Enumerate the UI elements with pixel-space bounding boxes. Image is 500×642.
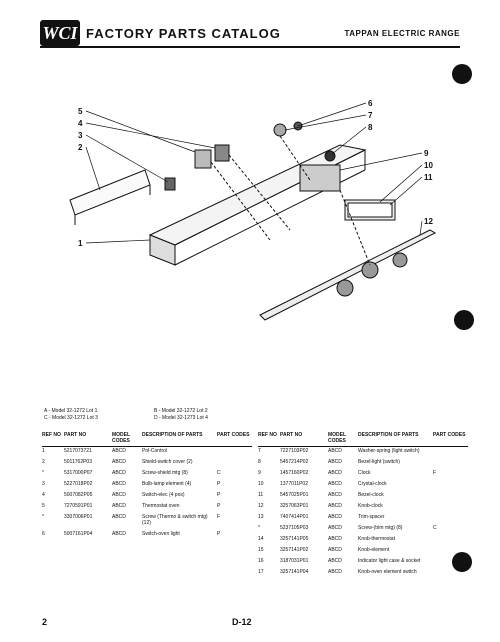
- cell-part: 5007161P04: [64, 531, 93, 537]
- cell-code: [433, 455, 468, 466]
- table-row: [42, 488, 252, 499]
- cell-model: ABCD: [328, 448, 342, 454]
- col-ref-no: REF NO: [258, 430, 280, 447]
- cell-desc: Knob-element: [358, 547, 390, 553]
- cell-model: ABCD: [328, 492, 342, 498]
- light-bezel: [274, 124, 286, 136]
- cell-desc: Thermostat oven: [142, 503, 180, 509]
- cell-model: ABCD: [328, 481, 342, 487]
- cell-model: ABCD: [328, 503, 342, 509]
- cell-part: 7407414P01: [280, 514, 309, 520]
- cell-code: C: [433, 525, 437, 531]
- crystal-clock: [348, 203, 392, 217]
- cell-desc: Washer-spring (light switch): [358, 448, 420, 454]
- cell-part: 3307006P01: [64, 514, 93, 520]
- cell-ref: 15: [258, 547, 264, 553]
- cell-desc: Knob-oven element switch: [358, 569, 417, 575]
- cell-part: 3257141P02: [280, 547, 309, 553]
- punch-hole-top: [452, 64, 472, 84]
- cell-desc: Knob-clock: [358, 503, 383, 509]
- table-row: [42, 499, 252, 510]
- table-row: [258, 499, 468, 510]
- wci-logo: WCI: [40, 20, 80, 46]
- table-row: [258, 532, 468, 543]
- cell-part: 5011762P03: [64, 459, 92, 465]
- cell-part: 3187031P01: [280, 558, 309, 564]
- cell-ref: *: [42, 514, 44, 520]
- parts-table-area: [42, 430, 466, 600]
- catalog-title: FACTORY PARTS CATALOG: [86, 26, 281, 41]
- table-row: [258, 521, 468, 532]
- cell-code: P: [217, 531, 221, 537]
- cell-model: ABCD: [328, 569, 342, 575]
- cell-code: [217, 447, 252, 456]
- table-row: [258, 455, 468, 466]
- cell-ref: *: [258, 525, 260, 531]
- trim-spacer: [260, 230, 435, 320]
- callout-5: 5: [78, 107, 83, 116]
- cell-ref: 2: [42, 459, 45, 465]
- col-part-codes: PART CODES: [433, 430, 468, 447]
- table-row: [42, 510, 252, 527]
- cell-model: ABCD: [328, 536, 342, 542]
- cell-model: ABCD: [112, 531, 126, 537]
- cell-model: ABCD: [328, 558, 342, 564]
- cell-code: [433, 499, 468, 510]
- col-ref-no: REF NO: [42, 430, 64, 447]
- col-description: DESCRIPTION OF PARTS: [142, 430, 217, 447]
- table-row: [258, 554, 468, 565]
- cell-model: ABCD: [328, 514, 342, 520]
- catalog-header: [40, 18, 460, 48]
- cell-part: 5007082P05: [64, 492, 93, 498]
- cell-desc: Screw-shield mtg (8): [142, 470, 188, 476]
- table-row: [258, 565, 468, 576]
- cell-ref: 10: [258, 481, 264, 487]
- cell-code: [433, 554, 468, 565]
- cell-ref: 12: [258, 503, 264, 509]
- cell-model: ABCD: [112, 448, 126, 454]
- cell-code: F: [217, 514, 221, 520]
- cell-ref: *: [42, 470, 44, 476]
- diagram-svg: [40, 90, 460, 330]
- cell-code: [433, 543, 468, 554]
- col-model-codes: MODEL CODES: [328, 430, 358, 447]
- cell-model: ABCD: [112, 492, 126, 498]
- cell-part: 3257063P01: [280, 503, 309, 509]
- cell-code: [217, 455, 252, 466]
- knob-element: [393, 253, 407, 267]
- cell-code: P: [217, 503, 221, 509]
- cell-desc: Crystal-clock: [358, 481, 387, 487]
- lamp-bulb: [165, 178, 175, 190]
- cell-code: P: [217, 492, 221, 498]
- knob-oven: [337, 280, 353, 296]
- cell-part: 3257141P04: [280, 569, 309, 575]
- table-row: [42, 527, 252, 538]
- cell-desc: Pnl-Control: [142, 448, 168, 454]
- cell-code: [433, 447, 468, 456]
- cell-ref: 3: [42, 481, 45, 487]
- table-row: [42, 466, 252, 477]
- callout-2: 2: [78, 143, 83, 152]
- cell-desc: Bulb-lamp element (4): [142, 481, 192, 487]
- col-description: DESCRIPTION OF PARTS: [358, 430, 433, 447]
- parts-table-right: [258, 430, 468, 600]
- cell-code: [433, 565, 468, 576]
- cell-part: 5227018P02: [64, 481, 93, 487]
- cell-desc: Indicator light case & socket: [358, 558, 421, 564]
- switch: [215, 145, 229, 161]
- cell-desc: Screw (Thermo & switch mtg) (12): [142, 514, 208, 526]
- callout-4: 4: [78, 119, 83, 128]
- cell-part: 1377011P02: [280, 481, 308, 487]
- table-row: [42, 477, 252, 488]
- cell-code: [433, 477, 468, 488]
- cell-model: ABCD: [328, 547, 342, 553]
- cell-desc: Knob-thermostat: [358, 536, 395, 542]
- cell-model: ABCD: [112, 514, 126, 520]
- cell-model: ABCD: [112, 503, 126, 509]
- cell-desc: Shield-switch cover (2): [142, 459, 193, 465]
- cell-part: 7227103P02: [280, 448, 309, 454]
- cell-model: ABCD: [112, 459, 126, 465]
- cell-ref: 7: [258, 448, 261, 454]
- cell-ref: 16: [258, 558, 264, 564]
- page-number-center: D-12: [232, 617, 252, 627]
- table-row: [258, 543, 468, 554]
- table-row: [258, 510, 468, 521]
- callout-6: 6: [368, 99, 373, 108]
- callout-9: 9: [424, 149, 429, 158]
- legend-item-b: B - Model 32-1272 Lot 2: [154, 408, 208, 414]
- cell-model: ABCD: [328, 470, 342, 476]
- cell-code: [433, 488, 468, 499]
- cell-desc: Trim-spacer: [358, 514, 385, 520]
- table-row: [42, 447, 252, 456]
- parts-table-left: [42, 430, 252, 600]
- cell-desc: Bezel-clock: [358, 492, 384, 498]
- cell-desc: Switch-elec (4 pos): [142, 492, 185, 498]
- cell-code: F: [433, 470, 437, 476]
- callout-11: 11: [424, 173, 433, 182]
- callout-10: 10: [424, 161, 433, 170]
- cell-ref: 14: [258, 536, 264, 542]
- callout-3: 3: [78, 131, 83, 140]
- table-row: [258, 466, 468, 477]
- cell-part: 5237105P03: [280, 525, 309, 531]
- cell-part: 1457160P02: [280, 470, 309, 476]
- cell-part: 7270591P01: [64, 503, 93, 509]
- cell-desc: Switch-oven light: [142, 531, 180, 537]
- legend-item-d: D - Model 32-1273 Lot 4: [154, 415, 208, 421]
- cell-ref: 8: [258, 459, 261, 465]
- cell-ref: 17: [258, 569, 264, 575]
- callout-1: 1: [78, 239, 83, 248]
- range-title: TAPPAN ELECTRIC RANGE: [344, 29, 460, 38]
- col-model-codes: MODEL CODES: [112, 430, 142, 447]
- cell-ref: 4: [42, 492, 45, 498]
- cell-part: 5217073721: [64, 448, 92, 454]
- cell-ref: 5: [42, 503, 45, 509]
- table-row: [42, 455, 252, 466]
- cell-model: ABCD: [112, 470, 126, 476]
- cell-ref: 13: [258, 514, 264, 520]
- cell-code: P: [217, 481, 221, 487]
- col-part-codes: PART CODES: [217, 430, 252, 447]
- callout-7: 7: [368, 111, 373, 120]
- cell-part: 3257141P05: [280, 536, 309, 542]
- exploded-parts-diagram: [40, 90, 460, 330]
- cell-desc: Bezel-light (switch): [358, 459, 400, 465]
- cell-code: [433, 510, 468, 521]
- switch-cover: [70, 170, 150, 215]
- cell-part: 5457025P01: [280, 492, 309, 498]
- table-row: [258, 488, 468, 499]
- page-number-left: 2: [42, 617, 48, 627]
- cell-part: 5317000P07: [64, 470, 93, 476]
- col-part-no: PART NO: [280, 430, 328, 447]
- cell-part: 5457214P02: [280, 459, 309, 465]
- cell-desc: Clock: [358, 470, 371, 476]
- cell-ref: 11: [258, 492, 264, 498]
- thermostat: [195, 150, 211, 168]
- cell-desc: Screw-(trim mtg) (8): [358, 525, 403, 531]
- table-row: [258, 447, 468, 456]
- cell-ref: 6: [42, 531, 45, 537]
- header-rule: [40, 46, 460, 48]
- cell-ref: 9: [258, 470, 261, 476]
- legend-item-c: C - Model 32-1272 Lot 3: [44, 415, 98, 421]
- callout-12: 12: [424, 217, 433, 226]
- cell-model: ABCD: [328, 459, 342, 465]
- cell-model: ABCD: [112, 481, 126, 487]
- cell-model: ABCD: [328, 525, 342, 531]
- cell-code: [433, 532, 468, 543]
- clock: [300, 165, 340, 191]
- cell-ref: 1: [42, 448, 45, 454]
- callout-8: 8: [368, 123, 373, 132]
- col-part-no: PART NO: [64, 430, 112, 447]
- table-row: [258, 477, 468, 488]
- legend-item-a: A - Model 32-1272 Lot 1: [44, 408, 98, 414]
- cell-code: C: [217, 470, 221, 476]
